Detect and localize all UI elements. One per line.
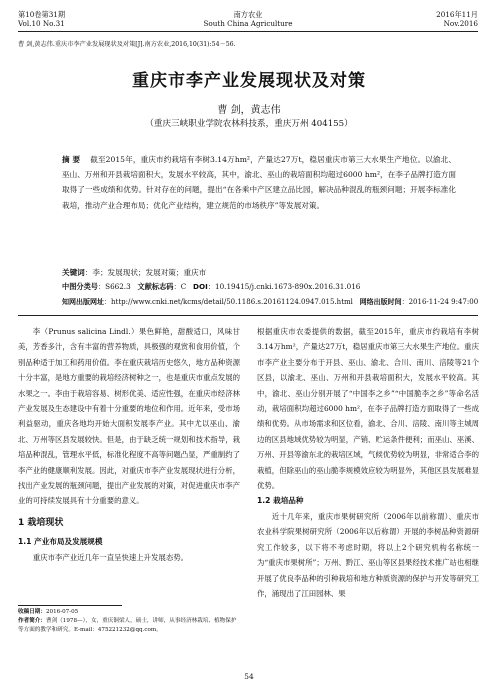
online-time: 2016-11-24 9:47:00 [408,298,479,306]
clc-label: 中图分类号 [62,282,98,291]
header-date [436,10,478,28]
header-date-cn: 2016年11月 [436,10,478,19]
footnote-received-date: 2016-07-05 [45,609,79,615]
footnote-author [18,617,240,635]
article-title: 重庆市李产业发展现状及对策 [132,71,366,91]
header-journal-en: South China Agriculture [203,19,293,28]
section-1-heading: 1 栽培现状 [18,517,64,528]
header-journal [18,10,478,28]
header-date-en: Nov.2016 [443,19,478,28]
article-authors: 曹 剑，黄志伟 [217,105,281,116]
abstract [62,152,456,213]
header-volume-en: Vol.10 No.31 [18,19,65,28]
header-volume-cn: 第10卷第31期 [18,10,66,19]
page-number: 54 [244,672,254,681]
section-1-1-paragraph: 重庆市李产业近几年一直呈快速上升发展态势。 [32,552,189,562]
clc-value: S662.3 [105,282,131,291]
doc-code-label: 文献标志码 [137,282,174,291]
footnote-rule [18,605,122,606]
abstract-text: 截至2015年，重庆市约栽培有李树3.14万hm²，产量达27万t，稳居重庆市第三大水果生产地位。以渝北、巫山、万州和开县栽培面积大，发展水平较高，其中，渝北、巫山的栽培面积均超过6000 hm²，在李子品牌打造方面取得了一些成绩和优势。针对存在的问题，提出“在各乘中产区建立品比园，解决品种混乱的瓶颈问题；开展李标准化栽培，推动产业合理布局；优化产业结构，建立规范的市场秩序”等发展对策。 [62,155,456,210]
doc-code-value: C [180,282,187,291]
online-url[interactable]: http://www.cnki.net/kcms/detail/50.1186.s.20161124.0947.015.html [111,298,353,306]
online-time-label: 网络出版时间 [359,298,402,306]
section-1-2-heading: 1.2 栽培品种 [257,496,304,506]
classification-line: 中图分类号：S662.3 文献标志码：C DOI：10.19415/j.cnki.1673-890x.2016.31.016 [62,282,361,291]
footnote-received-label: 收稿日期： [18,609,46,615]
footnote-author-text: 曹剑（1978—），女，重庆铜梁人，硕士，讲师，从事经济林栽培、植物保护等方面的教学和研究。E-mail：475221232@qq.com。 [18,618,237,633]
footnote-author-label: 作者简介： [18,618,46,624]
doi-value: 10.19415/j.cnki.1673-890x.2016.31.016 [215,282,361,291]
body-column-right [257,324,479,601]
header-journal-cn: 南方农业 [233,10,263,19]
abstract-label: 摘 要 [62,155,81,164]
footnote-received [18,608,240,617]
body-column-left [18,324,240,565]
intro-paragraph: 李（Prunus salicina Lindl.）果色鲜艳，甜酸适口，风味甘美，芳香多汁，含有丰富的营养物质，具极强的观赏和食用价值，个别品种适于加工和药用价值。李在重庆栽培历史悠久，地方品种资源十分丰富，是地方重要的栽培经济树种之一，也是重庆市重点发展的水果之一。李由于栽培容易、树形优美、适应性强，在重庆市经济林产业发展及生态建设中有着十分重要的地位和作用。近年来，受市场利益驱动，重庆各地均开始大面积发展李产业。其中尤以巫山、渝北、万州等区县发展较快。但是，由于缺乏统一规划和技术指导，栽培品种混乱，管理水平低，标准化程度不高等问题凸显，严重制约了李产业的健康顺利发展。因此，对重庆市李产业发展现状进行分析，找出产业发展的瓶颈问题，提出产业发展的对策，对促进重庆市李产业的可持续发展具有十分重要的意义。 [18,327,240,506]
header-rule [18,31,478,32]
online-url-label: 知网出版网址 [62,298,104,306]
publication-line: 知网出版网址：http://www.cnki.net/kcms/detail/50.1186.s.20161124.0947.015.html 网络出版时间：2016-11-24 9:47:00 [62,298,479,306]
keywords: 关键词：李；发展现状；发展对策；重庆市 [62,268,207,277]
article-affiliation: （重庆三峡职业学院农林科技系，重庆万州 404155） [145,119,353,129]
section-1-1-heading: 1.1 产业布局及发展规模 [18,537,103,547]
footnote [18,608,240,635]
keywords-text: 李；发展现状；发展对策；重庆市 [92,268,207,277]
right-paragraph-1: 根据重庆市农委提供的数据，截至2015年，重庆市约栽培有李树3.14万hm²，产量达27万t，稳居重庆市第三大水果生产地位。重庆市李产业主要分布于开县、巫山、渝北、合川、南川、涪陵等21个区县，以渝北、巫山、万州和开县栽培面积大，发展水平较高。其中，渝北、巫山分别开展了“中国李之乡”“中国脆李之乡”等命名活动，栽培面积均超过6000 hm²，在李子品牌打造方面取得了一些成绩和优势。从市场需求和区位看，渝北、合川、涪陵、南川等主城周边的区县地域优势较为明显，产销、贮运条件便利；而巫山、巫溪、万州、开县等渝东北的栽培区域，气候优势较为明显，非常适合李的栽植，但除巫山的巫山脆李规模效应较为明显外，其他区县发展难显优势。 [257,327,479,491]
keywords-label: 关键词 [62,268,85,277]
doi-label: DOI [193,282,208,291]
right-paragraph-2: 近十几年来，重庆市果树研究所（2006年以前称谓）、重庆市农业科学院果树研究所（2006年以后称谓）开展的李树品种资源研究工作较多，以下将不考虑时期，将以上2个研究机构名称统一为“重庆市果树所”；万州、黔江、巫山等区县果经技术推广站也相继开展了优良李品种的引种栽培和地方种质资源的保护与开发等研究工作，涌现出了江田园林、果 [257,511,479,598]
section-rule [18,315,478,316]
citation-line: 曹 剑,黄志伟.重庆市李产业发展现状及对策[J].南方农业,2016,10(31):54－56. [18,41,236,48]
